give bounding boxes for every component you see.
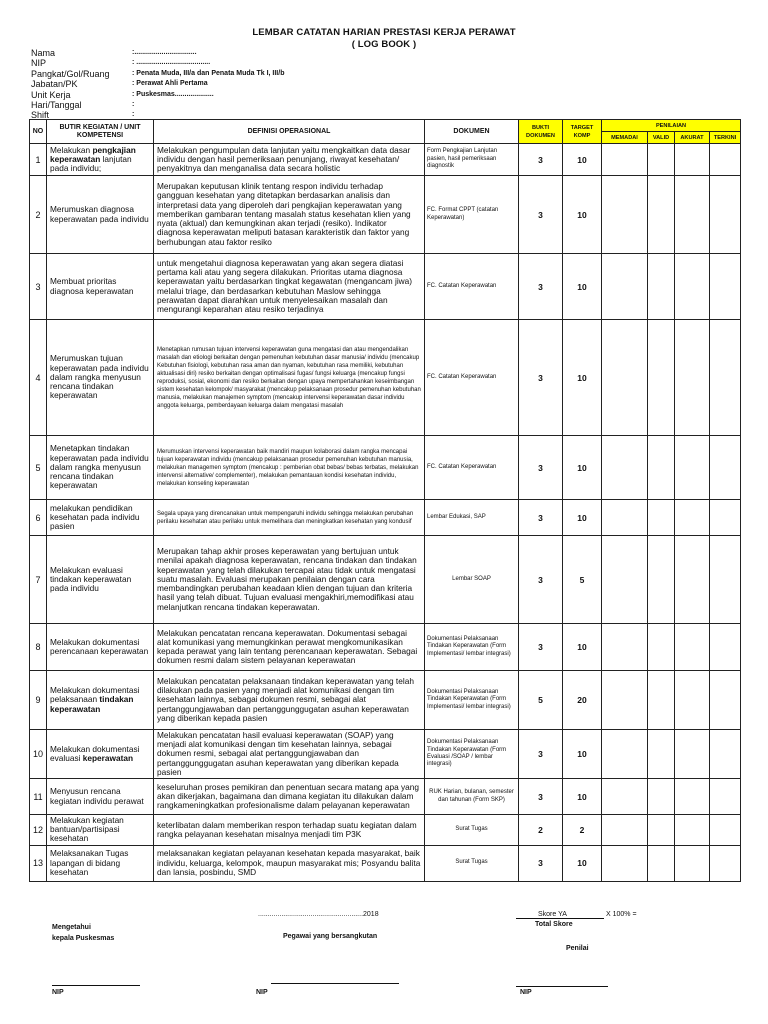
unit-kerja-field[interactable]: : Puskesmas.................... xyxy=(132,90,214,98)
penilaian-terkini-cell[interactable] xyxy=(710,436,741,500)
identity-row: Nama :................................ xyxy=(31,48,197,58)
mengetahui-label: Mengetahui xyxy=(52,924,91,931)
header-valid: VALID xyxy=(648,132,675,144)
penilaian-akurat-cell[interactable] xyxy=(675,779,710,815)
penilaian-valid-cell[interactable] xyxy=(648,730,675,779)
target-komp-value: 10 xyxy=(563,436,602,500)
penilaian-memadai-cell[interactable] xyxy=(602,436,648,500)
name-field[interactable]: :................................ xyxy=(132,49,197,56)
table-row xyxy=(30,254,741,320)
penilai-label: Penilai xyxy=(566,945,589,952)
penilaian-memadai-cell[interactable] xyxy=(602,779,648,815)
penilaian-valid-cell[interactable] xyxy=(648,671,675,730)
penilaian-memadai-cell[interactable] xyxy=(602,176,648,254)
pegawai-label: Pegawai yang bersangkutan xyxy=(283,933,378,940)
row-number: 8 xyxy=(30,624,47,671)
penilaian-valid-cell[interactable] xyxy=(648,176,675,254)
row-number: 9 xyxy=(30,671,47,730)
penilaian-terkini-cell[interactable] xyxy=(710,671,741,730)
butir-kegiatan: Melakukan evaluasi tindakan keperawatan pada individu xyxy=(47,536,154,624)
dokumen-cell: Dokumentasi Pelaksanaan Tindakan Keperawatan (Form Implementasi/ lembar integrasi) xyxy=(425,624,519,671)
header-penilaian: PENILAIAN xyxy=(602,120,741,132)
bukti-dokumen-value: 3 xyxy=(519,320,563,436)
butir-kegiatan: Melakukan pengkajian keperawatan lanjutan pada individu; xyxy=(47,144,154,176)
logbook-table xyxy=(29,119,741,882)
bukti-dokumen-value: 3 xyxy=(519,254,563,320)
penilaian-akurat-cell[interactable] xyxy=(675,671,710,730)
table-row xyxy=(30,779,741,815)
target-komp-value: 10 xyxy=(563,779,602,815)
penilaian-terkini-cell[interactable] xyxy=(710,176,741,254)
signature-line-pegawai xyxy=(271,983,399,984)
dokumen-cell: FC. Format CPPT (catatan Keperawatan) xyxy=(425,176,519,254)
definisi-operasional: untuk mengetahui diagnosa keperawatan yang akan segera diatasi pertama kali atau yang segera dilakukan. Prioritas utama diagnosa keperawatan yaitu berdasarkan tingkat kegawatan (mengancam jiwa) melalui triage, dan berdasarkan kebutuhan Maslow sehingga perawatan dapat diarahkan untuk menyelesaikan masalah dan mengurangi keparahan atau resiko terjadinya xyxy=(154,254,425,320)
table-row xyxy=(30,815,741,846)
penilaian-akurat-cell[interactable] xyxy=(675,176,710,254)
header-target: TARGET KOMP xyxy=(563,120,602,144)
title-line-2: ( LOG BOOK ) xyxy=(351,39,417,50)
penilaian-memadai-cell[interactable] xyxy=(602,536,648,624)
penilaian-memadai-cell[interactable] xyxy=(602,320,648,436)
penilaian-terkini-cell[interactable] xyxy=(710,320,741,436)
table-row xyxy=(30,176,741,254)
target-komp-value: 2 xyxy=(563,815,602,846)
row-number: 11 xyxy=(30,779,47,815)
row-number: 2 xyxy=(30,176,47,254)
penilaian-akurat-cell[interactable] xyxy=(675,536,710,624)
definisi-operasional: Melakukan pencatatan rencana keperawatan. Dokumentasi sebagai alat komunikasi yang memungkinkan perawat mengkomunikasikan kepada perawat yang lain tentang perencanaan keperawatan. Sebagai dokumen resmi dalam sistem pelayanan keperawatan xyxy=(154,624,425,671)
nip-pegawai: NIP xyxy=(256,989,268,996)
penilaian-terkini-cell[interactable] xyxy=(710,730,741,779)
definisi-operasional: keterlibatan dalam memberikan respon terhadap suatu kegiatan dalam rangka pelayanan kesehatan misalnya menjadi tim P3K xyxy=(154,815,425,846)
table-row xyxy=(30,500,741,536)
definisi-operasional: Melakukan pencatatan pelaksanaan tindakan keperawatan yang telah dilakukan pada pasien yang menjadi alat komunikasi dengan tim kesehatan lainnya, sebagai dokumen resmi, sebagai alat pertanggungjawaban dan pertanggunggugatan asuhan keperawatan yang diberikan kepada pasien xyxy=(154,671,425,730)
header-no: NO xyxy=(30,120,47,144)
penilaian-memadai-cell[interactable] xyxy=(602,730,648,779)
bukti-dokumen-value: 3 xyxy=(519,624,563,671)
header-butir: BUTIR KEGIATAN / UNIT KOMPETENSI xyxy=(47,120,154,144)
header-memadai: MEMADAI xyxy=(602,132,648,144)
header-definisi: DEFINISI OPERASIONAL xyxy=(154,120,425,144)
signature-line-kepala xyxy=(52,985,140,986)
row-number: 5 xyxy=(30,436,47,500)
penilaian-memadai-cell[interactable] xyxy=(602,845,648,881)
dokumen-cell: FC. Catatan Keperawatan xyxy=(425,320,519,436)
penilaian-akurat-cell[interactable] xyxy=(675,730,710,779)
penilaian-valid-cell[interactable] xyxy=(648,624,675,671)
table-row xyxy=(30,320,741,436)
target-komp-value: 20 xyxy=(563,671,602,730)
definisi-operasional: Merupakan tahap akhir proses keperawatan yang bertujuan untuk menilai apakah diagnosa keperawatan, rencana tindakan dan tindakan keperawatan yang telah dilakukan tercapai atau tidak untuk mengatasi suatu masalah. Evaluasi merupakan penilaian dengan cara membandingkan perubahan keadaan klien dengan tujuan dan kriteria hasil yang telah dibuat. Tujuan evaluasi mengakhiri,memodifikasi atau melanjutkan rencana tindakan keperawatan. xyxy=(154,536,425,624)
header-akurat: AKURAT xyxy=(675,132,710,144)
dokumen-cell: Form Pengkajian Lanjutan pasien, hasil pemeriksaan diagnostik xyxy=(425,144,519,176)
definisi-operasional: Melakukan pencatatan hasil evaluasi keperawatan (SOAP) yang menjadi alat komunikasi dengan tim kesehatan lainnya, sebagai dokumen resmi, sebagai alat pertanggungjawaban dan pertanggunggugatan asuhan keperawatan yang diberikan kepada pasien xyxy=(154,730,425,779)
row-number: 3 xyxy=(30,254,47,320)
penilaian-akurat-cell[interactable] xyxy=(675,815,710,846)
penilaian-terkini-cell[interactable] xyxy=(710,254,741,320)
butir-kegiatan: Merumuskan diagnosa keperawatan pada individu xyxy=(47,176,154,254)
pangkat-field: : Penata Muda, III/a dan Penata Muda Tk I, III/b xyxy=(132,69,285,77)
penilaian-terkini-cell[interactable] xyxy=(710,779,741,815)
header-dokumen: DOKUMEN xyxy=(425,120,519,144)
penilaian-valid-cell[interactable] xyxy=(648,144,675,176)
butir-kegiatan: melakukan pendidikan kesehatan pada individu pasien xyxy=(47,500,154,536)
penilaian-akurat-cell[interactable] xyxy=(675,436,710,500)
header-bukti: BUKTI DOKUMEN xyxy=(519,120,563,144)
bukti-dokumen-value: 3 xyxy=(519,536,563,624)
shift-field[interactable]: : xyxy=(132,111,135,119)
penilaian-valid-cell[interactable] xyxy=(648,536,675,624)
table-row xyxy=(30,671,741,730)
butir-kegiatan: Melakukan dokumentasi pelaksanaan tindakan keperawatan xyxy=(47,671,154,730)
penilaian-valid-cell[interactable] xyxy=(648,815,675,846)
identity-row: Unit Kerja : Puskesmas.................... xyxy=(31,89,214,100)
penilaian-valid-cell[interactable] xyxy=(648,500,675,536)
target-komp-value: 10 xyxy=(563,320,602,436)
identity-row: Shift : xyxy=(31,110,135,121)
target-komp-value: 10 xyxy=(563,624,602,671)
table-row xyxy=(30,845,741,881)
target-komp-value: 10 xyxy=(563,730,602,779)
butir-kegiatan: Melakukan kegiatan bantuan/partisipasi kesehatan xyxy=(47,815,154,846)
dokumen-cell: Lembar SOAP xyxy=(425,536,519,624)
row-number: 7 xyxy=(30,536,47,624)
header-terkini: TERKINI xyxy=(710,132,741,144)
definisi-operasional: keseluruhan proses pemikiran dan penentuan secara matang apa yang akan dikerjakan, bagaimana dan dimana kegiatan itu dilakukan dalam rangkameningkatkan profesionalisme dalam pelayanan keperawatan xyxy=(154,779,425,815)
bukti-dokumen-value: 2 xyxy=(519,815,563,846)
penilaian-valid-cell[interactable] xyxy=(648,779,675,815)
table-row xyxy=(30,624,741,671)
target-komp-value: 10 xyxy=(563,144,602,176)
bukti-dokumen-value: 3 xyxy=(519,436,563,500)
definisi-operasional: Segala upaya yang direncanakan untuk mempengaruhi individu sehingga melakukan perubahan perilaku kesehatan atau perilaku untuk memelihara dan meningkatkan kesehatan yang kondusif xyxy=(154,500,425,536)
penilaian-memadai-cell[interactable] xyxy=(602,254,648,320)
kepala-puskesmas-label: kepala Puskesmas xyxy=(52,935,115,942)
nip-field[interactable]: : ...................................... xyxy=(132,59,211,67)
title-line-1: LEMBAR CATATAN HARIAN PRESTASI KERJA PERAWAT xyxy=(252,27,516,38)
butir-kegiatan: Membuat prioritas diagnosa keperawatan xyxy=(47,254,154,320)
penilaian-terkini-cell[interactable] xyxy=(710,815,741,846)
dokumen-cell: RUK Harian, bulanan, semester dan tahunan (Form SKP) xyxy=(425,779,519,815)
identity-row: Jabatan/PK : Perawat Ahli Pertama xyxy=(31,79,208,90)
penilaian-akurat-cell[interactable] xyxy=(675,624,710,671)
butir-kegiatan: Merumuskan tujuan keperawatan pada individu dalam rangka menyusun rencana tindakan keperawatan xyxy=(47,320,154,436)
bukti-dokumen-value: 3 xyxy=(519,845,563,881)
row-number: 10 xyxy=(30,730,47,779)
penilaian-terkini-cell[interactable] xyxy=(710,845,741,881)
definisi-operasional: Merumuskan intervensi keperawatan baik mandiri maupun kolaborasi dalam rangka mencapai tujuan keperawatan individu (mencakup pelaksanaan prosedur pemenuhan kebutuhan manusia, melakukan managemen symptom (mencakup : pemberian obat bebas/ bebas terbatas, melakukan intervensi alternative/ complementer), melakukan pemantauan kondisi kesehatan individu, melakukan konseling keperawatan xyxy=(154,436,425,500)
bukti-dokumen-value: 3 xyxy=(519,144,563,176)
penilaian-valid-cell[interactable] xyxy=(648,254,675,320)
target-komp-value: 10 xyxy=(563,500,602,536)
dokumen-cell: Surat Tugas xyxy=(425,845,519,881)
target-komp-value: 10 xyxy=(563,176,602,254)
target-komp-value: 10 xyxy=(563,845,602,881)
table-row xyxy=(30,436,741,500)
penilaian-valid-cell[interactable] xyxy=(648,436,675,500)
nip-kepala: NIP xyxy=(52,989,64,996)
dokumen-cell: FC. Catatan Keperawatan xyxy=(425,436,519,500)
penilaian-terkini-cell[interactable] xyxy=(710,500,741,536)
bukti-dokumen-value: 3 xyxy=(519,176,563,254)
target-komp-value: 10 xyxy=(563,254,602,320)
row-number: 13 xyxy=(30,845,47,881)
skore-ya-label: Skore YA xyxy=(538,911,567,918)
dokumen-cell: Lembar Edukasi, SAP xyxy=(425,500,519,536)
bukti-dokumen-value: 3 xyxy=(519,779,563,815)
dokumen-cell: Dokumentasi Pelaksanaan Tindakan Keperawatan (Form Evaluasi /SOAP / lembar integrasi) xyxy=(425,730,519,779)
table-row xyxy=(30,536,741,624)
penilaian-valid-cell[interactable] xyxy=(648,845,675,881)
penilaian-memadai-cell[interactable] xyxy=(602,815,648,846)
butir-kegiatan: Melakukan dokumentasi evaluasi keperawatan xyxy=(47,730,154,779)
nip-penilai: NIP xyxy=(520,989,532,996)
date-line: ......................................................2018 xyxy=(258,911,379,918)
table-row xyxy=(30,730,741,779)
identity-row: NIP : ...................................... xyxy=(31,58,211,69)
dokumen-cell: FC. Catatan Keperawatan xyxy=(425,254,519,320)
skore-fraction-line xyxy=(516,918,604,919)
bukti-dokumen-value: 5 xyxy=(519,671,563,730)
penilaian-terkini-cell[interactable] xyxy=(710,144,741,176)
penilaian-terkini-cell[interactable] xyxy=(710,624,741,671)
table-body xyxy=(30,144,741,882)
row-number: 12 xyxy=(30,815,47,846)
jabatan-field: : Perawat Ahli Pertama xyxy=(132,80,208,88)
penilaian-memadai-cell[interactable] xyxy=(602,144,648,176)
table-row xyxy=(30,144,741,176)
row-number: 4 xyxy=(30,320,47,436)
penilaian-akurat-cell[interactable] xyxy=(675,320,710,436)
definisi-operasional: melaksanakan kegiatan pelayanan kesehatan kepada masyarakat, baik individu, keluarga, kelompok, maupun masyarakat mis; Posyandu balita dan lansia, posbindu, SMD xyxy=(154,845,425,881)
signature-line-penilai xyxy=(516,986,608,987)
identity-block xyxy=(31,48,731,121)
penilaian-akurat-cell[interactable] xyxy=(675,254,710,320)
butir-kegiatan: Melakukan dokumentasi perencanaan keperawatan xyxy=(47,624,154,671)
butir-kegiatan: Menetapkan tindakan keperawatan pada individu dalam rangka menyusun rencana tindakan keperawatan xyxy=(47,436,154,500)
percent-label: X 100% = xyxy=(606,911,637,918)
total-skore-label: Total Skore xyxy=(535,921,573,928)
dokumen-cell: Dokumentasi Pelaksanaan Tindakan Keperawatan (Form Implementasi/ lembar integrasi) xyxy=(425,671,519,730)
definisi-operasional: Merupakan keputusan klinik tentang respon individu terhadap gangguan kesehatan yang ditetapkan berdasarkan analisis dan interpretasi data yang diperoleh dari pengkajian keperawatan yang memberikan gambaran tentang masalah status kesehatan klien yang nyata (aktual) dan kemungkinan akan terjadi (resiko). Indikator diagnosa keperawatan meliputi batasan karakteristik dan faktor yang berhubungan atau faktor resiko xyxy=(154,176,425,254)
penilaian-memadai-cell[interactable] xyxy=(602,624,648,671)
bukti-dokumen-value: 3 xyxy=(519,730,563,779)
dokumen-cell: Surat Tugas xyxy=(425,815,519,846)
penilaian-akurat-cell[interactable] xyxy=(675,500,710,536)
penilaian-akurat-cell[interactable] xyxy=(675,845,710,881)
row-number: 1 xyxy=(30,144,47,176)
target-komp-value: 5 xyxy=(563,536,602,624)
penilaian-valid-cell[interactable] xyxy=(648,320,675,436)
penilaian-memadai-cell[interactable] xyxy=(602,500,648,536)
bukti-dokumen-value: 3 xyxy=(519,500,563,536)
identity-row: Pangkat/Gol/Ruang : Penata Muda, III/a dan Penata Muda Tk I, III/b xyxy=(31,68,285,79)
penilaian-memadai-cell[interactable] xyxy=(602,671,648,730)
butir-kegiatan: Melaksanakan Tugas lapangan di bidang kesehatan xyxy=(47,845,154,881)
hari-tanggal-field[interactable]: : xyxy=(132,100,135,108)
signature-footer xyxy=(0,908,768,1024)
butir-kegiatan: Menyusun rencana kegiatan individu perawat xyxy=(47,779,154,815)
definisi-operasional: Melakukan pengumpulan data lanjutan yaitu mengkaitkan data dasar individu dengan hasil pemeriksaan penunjang, riwayat kesehatan/ penyakitnya dan menganalisa data secara holistic xyxy=(154,144,425,176)
row-number: 6 xyxy=(30,500,47,536)
penilaian-akurat-cell[interactable] xyxy=(675,144,710,176)
penilaian-terkini-cell[interactable] xyxy=(710,536,741,624)
identity-row: Hari/Tanggal : xyxy=(31,99,135,110)
definisi-operasional: Menetapkan rumusan tujuan intervensi keperawatan guna mengatasi dan atau mengendalikan masalah dan etiologi berkaitan dengan pemenuhan kebutuhan dasar manusia/ individu (mencakup Kebutuhan fisiologi, kebutuhan rasa aman dan nyaman, kebutuhan rasa memiliki, kebutuhan aktualisasi diri) resiko berkaitan dengan optimalisasi fugas/ fungsi keluarga (mencakup fungsi reproduksi, sosial, ekonomi dan resiko berkaitan dengan upaya mempertahankan keseimbangan sistem kesehatan kelompok/ masyarakat (mencakup pelaksanaan prosedur pemenuhan kebutuhan manusia, melakukan manajemen symptom (mencakup intervensi keperawatan dasar individu anggota keluarga, pemberdayaan keluarga dalam mengatasi masalah xyxy=(154,320,425,436)
